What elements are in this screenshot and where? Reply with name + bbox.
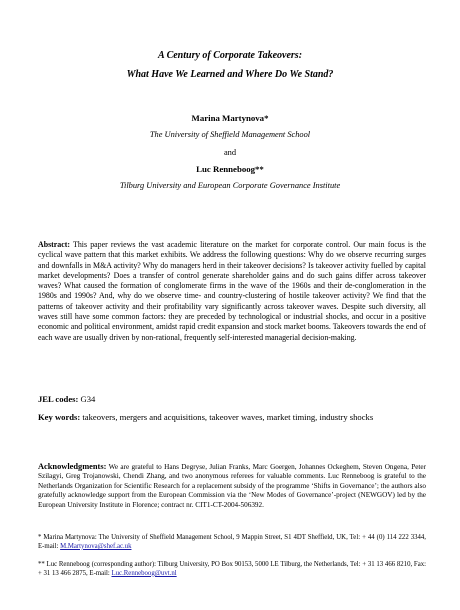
author-name-2: Luc Renneboog** xyxy=(196,164,264,174)
footnote-1-text: * Marina Martynova: The University of Sheffield Management School, 9 Mappin Street, S1 4DT Sheffield, UK, Tel: + 44 (0) 114 222 3344, E-mail: xyxy=(38,534,426,550)
abstract-label: Abstract: xyxy=(38,240,70,249)
acknowledgments-label: Acknowledgments: xyxy=(38,462,107,471)
keywords-label: Key words: xyxy=(38,412,81,422)
footnote-author-2 xyxy=(38,561,426,579)
key-words xyxy=(38,412,426,423)
jel-label: JEL codes: xyxy=(38,394,79,404)
author-affiliation-2: Tilburg University and European Corporate Governance Institute xyxy=(119,181,341,190)
footnote-author-1 xyxy=(38,534,426,552)
jel-codes xyxy=(38,394,426,405)
paper-title-line-1: A Century of Corporate Takeovers: xyxy=(157,50,303,61)
author-name-1: Marina Martynova* xyxy=(191,113,269,123)
acknowledgments xyxy=(38,462,426,510)
abstract xyxy=(38,240,426,343)
author-affiliation-1: The University of Sheffield Management School xyxy=(149,130,311,139)
jel-value: G34 xyxy=(80,394,96,404)
email-link-2[interactable]: Luc.Renneboog@uvt.nl xyxy=(111,569,177,577)
email-link-1[interactable]: M.Martynova@shef.ac.uk xyxy=(60,542,132,550)
acknowledgments-text: We are grateful to Hans Degryse, Julian Franks, Marc Goergen, Johannes Ockeghem, Steven Ongena, Peter Szilagyi, Greg Trojanowski, Chendi Zhang, and two anonymous referees for valuable comments. Luc Renneboog is grateful to the Netherlands Organization for Scientific Research for a replacement subsidy of the programme ‘Shifts in Governance’; the authors also gratefully acknowledge support from the European Commission via the ‘New Modes of Governance’-project (NEWGOV) led by the European University Institute in Florence; contract nr. CIT1-CT-2004-506392. xyxy=(38,463,426,509)
paper-title-line-2: What Have We Learned and Where Do We Stand? xyxy=(126,69,334,80)
footnote-2-text: ** Luc Renneboog (corresponding author): Tilburg University, PO Box 90153, 5000 LE Tilburg, the Netherlands, Tel: + 31 13 466 8210, Fax: + 31 13 466 2875, E-mail: xyxy=(38,561,426,577)
keywords-value: takeovers, mergers and acquisitions, takeover waves, market timing, industry shocks xyxy=(82,412,374,422)
author-conjunction: and xyxy=(223,148,237,157)
abstract-text: This paper reviews the vast academic literature on the market for corporate control. Our main focus is the cyclical wave pattern that this market exhibits. We address the following questions: Why do we observe recurring surges and downfalls in M&A activity? Why do managers herd in their takeover decisions? Is takeover activity fuelled by capital market developments? Does a transfer of control generate shareholder gains and do such gains differ across takeover waves? What caused the formation of conglomerate firms in the wave of the 1960s and their de-conglomeration in the 1980s and 1990s? And, why do we observe time- and country-clustering of hostile takeover activity? We find that the patterns of takeover activity and their profitability vary significantly across takeover waves. Despite such diversity, all waves still have some common factors: they are preceded by technological or industrial shocks, and occur in a positive economic and political environment, amidst rapid credit expansion and stock market booms. Takeovers towards the end of each wave are usually driven by non-rational, frequently self-interested managerial decision-making. xyxy=(38,240,426,342)
